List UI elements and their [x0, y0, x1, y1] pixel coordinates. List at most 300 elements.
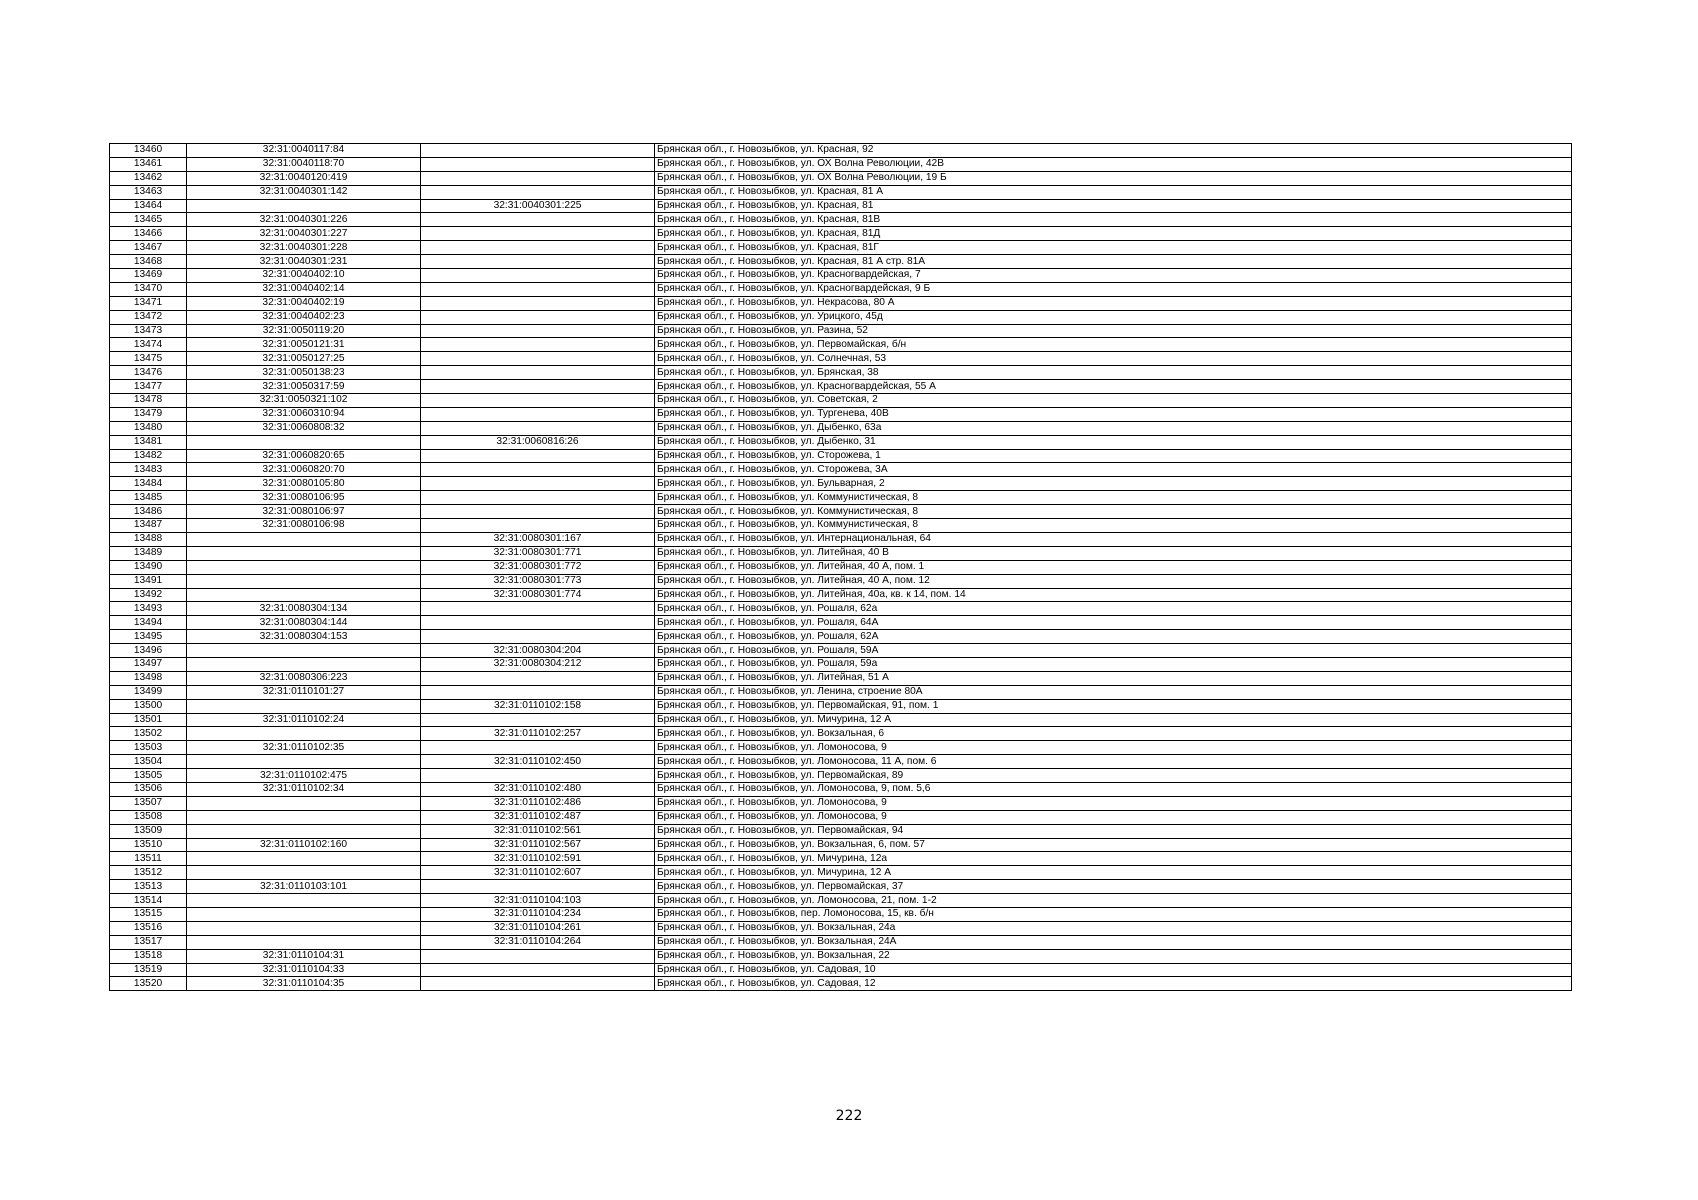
table-row — [110, 810, 1572, 824]
cadastral-number-cell — [187, 546, 421, 560]
cadastral-number-alt-cell: 32:31:0110102:607 — [421, 866, 655, 880]
table-row — [110, 935, 1572, 949]
cadastral-number-alt-cell: 32:31:0080301:772 — [421, 560, 655, 574]
cadastral-number-cell — [187, 755, 421, 769]
table-row — [110, 407, 1572, 421]
cadastral-number-alt-cell — [421, 949, 655, 963]
table-row — [110, 157, 1572, 171]
row-number-cell: 13462 — [110, 171, 187, 185]
cadastral-number-alt-cell: 32:31:0110104:234 — [421, 907, 655, 921]
row-number-cell: 13495 — [110, 630, 187, 644]
cadastral-number-alt-cell — [421, 977, 655, 991]
address-cell: Брянская обл., г. Новозыбков, ул. Рошаля, 64А — [655, 616, 1572, 630]
cadastral-number-cell: 32:31:0040118:70 — [187, 157, 421, 171]
cadastral-number-cell: 32:31:0080106:97 — [187, 505, 421, 519]
table-row — [110, 727, 1572, 741]
table-row — [110, 324, 1572, 338]
address-cell: Брянская обл., г. Новозыбков, ул. Вокзальная, 6, пом. 57 — [655, 838, 1572, 852]
cadastral-number-alt-cell: 32:31:0080301:774 — [421, 588, 655, 602]
row-number-cell: 13488 — [110, 532, 187, 546]
address-cell: Брянская обл., г. Новозыбков, ул. Ломоносова, 9 — [655, 741, 1572, 755]
table-row — [110, 227, 1572, 241]
address-cell: Брянская обл., г. Новозыбков, ул. Красная, 92 — [655, 144, 1572, 158]
row-number-cell: 13520 — [110, 977, 187, 991]
row-number-cell: 13504 — [110, 755, 187, 769]
cadastral-number-cell: 32:31:0050121:31 — [187, 338, 421, 352]
row-number-cell: 13510 — [110, 838, 187, 852]
row-number-cell: 13476 — [110, 366, 187, 380]
cadastral-number-alt-cell — [421, 255, 655, 269]
cadastral-number-cell — [187, 824, 421, 838]
cadastral-number-cell — [187, 199, 421, 213]
cadastral-number-cell: 32:31:0060820:65 — [187, 449, 421, 463]
table-row — [110, 671, 1572, 685]
row-number-cell: 13518 — [110, 949, 187, 963]
table-row — [110, 560, 1572, 574]
address-cell: Брянская обл., г. Новозыбков, ул. Литейная, 40а, кв. к 14, пом. 14 — [655, 588, 1572, 602]
table-row — [110, 616, 1572, 630]
row-number-cell: 13489 — [110, 546, 187, 560]
row-number-cell: 13519 — [110, 963, 187, 977]
cadastral-number-cell: 32:31:0110102:34 — [187, 782, 421, 796]
table-row — [110, 394, 1572, 408]
address-cell: Брянская обл., г. Новозыбков, ул. Тургенева, 40В — [655, 407, 1572, 421]
cadastral-number-alt-cell — [421, 310, 655, 324]
address-cell: Брянская обл., г. Новозыбков, ул. Коммунистическая, 8 — [655, 505, 1572, 519]
row-number-cell: 13475 — [110, 352, 187, 366]
table-row — [110, 699, 1572, 713]
address-cell: Брянская обл., г. Новозыбков, ул. Мичурина, 12 А — [655, 866, 1572, 880]
address-cell: Брянская обл., г. Новозыбков, ул. Литейная, 40 А, пом. 12 — [655, 574, 1572, 588]
table-row — [110, 477, 1572, 491]
cadastral-number-alt-cell — [421, 185, 655, 199]
row-number-cell: 13471 — [110, 296, 187, 310]
cadastral-number-alt-cell — [421, 157, 655, 171]
table-row — [110, 907, 1572, 921]
address-cell: Брянская обл., г. Новозыбков, ул. Солнечная, 53 — [655, 352, 1572, 366]
row-number-cell: 13474 — [110, 338, 187, 352]
table-row — [110, 852, 1572, 866]
address-cell: Брянская обл., г. Новозыбков, ул. Сторожева, 1 — [655, 449, 1572, 463]
table-row — [110, 171, 1572, 185]
cadastral-number-alt-cell: 32:31:0110104:264 — [421, 935, 655, 949]
cadastral-number-alt-cell: 32:31:0110102:487 — [421, 810, 655, 824]
table-row — [110, 199, 1572, 213]
address-cell: Брянская обл., г. Новозыбков, ул. Мичурина, 12а — [655, 852, 1572, 866]
cadastral-number-alt-cell: 32:31:0080301:167 — [421, 532, 655, 546]
row-number-cell: 13503 — [110, 741, 187, 755]
cadastral-number-cell — [187, 810, 421, 824]
cadastral-number-cell — [187, 435, 421, 449]
cadastral-number-alt-cell — [421, 741, 655, 755]
address-cell: Брянская обл., г. Новозыбков, ул. Дыбенко, 63а — [655, 421, 1572, 435]
cadastral-number-cell: 32:31:0040402:10 — [187, 269, 421, 283]
row-number-cell: 13481 — [110, 435, 187, 449]
cadastral-number-cell: 32:31:0080105:80 — [187, 477, 421, 491]
table-row — [110, 588, 1572, 602]
row-number-cell: 13473 — [110, 324, 187, 338]
cadastral-number-cell — [187, 907, 421, 921]
address-cell: Брянская обл., г. Новозыбков, ул. Литейная, 40 В — [655, 546, 1572, 560]
table-row — [110, 505, 1572, 519]
row-number-cell: 13494 — [110, 616, 187, 630]
cadastral-number-alt-cell — [421, 407, 655, 421]
row-number-cell: 13508 — [110, 810, 187, 824]
cadastral-number-alt-cell — [421, 269, 655, 283]
cadastral-number-cell — [187, 560, 421, 574]
table-row — [110, 380, 1572, 394]
cadastral-number-alt-cell: 32:31:0080301:773 — [421, 574, 655, 588]
address-cell: Брянская обл., г. Новозыбков, ул. Вокзальная, 22 — [655, 949, 1572, 963]
table-row — [110, 796, 1572, 810]
cadastral-number-cell: 32:31:0080106:98 — [187, 519, 421, 533]
row-number-cell: 13509 — [110, 824, 187, 838]
table-row — [110, 366, 1572, 380]
address-cell: Брянская обл., г. Новозыбков, ул. Вокзальная, 24А — [655, 935, 1572, 949]
table-row — [110, 644, 1572, 658]
cadastral-number-alt-cell — [421, 282, 655, 296]
cadastral-number-alt-cell — [421, 296, 655, 310]
address-cell: Брянская обл., г. Новозыбков, ул. Красногвардейская, 9 Б — [655, 282, 1572, 296]
address-cell: Брянская обл., г. Новозыбков, ул. Ленина, строение 80А — [655, 685, 1572, 699]
cadastral-number-cell: 32:31:0110102:475 — [187, 769, 421, 783]
address-cell: Брянская обл., г. Новозыбков, ул. Первомайская, 91, пом. 1 — [655, 699, 1572, 713]
cadastral-number-cell: 32:31:0040301:226 — [187, 213, 421, 227]
table-row — [110, 963, 1572, 977]
row-number-cell: 13465 — [110, 213, 187, 227]
cadastral-number-cell: 32:31:0040402:19 — [187, 296, 421, 310]
cadastral-number-alt-cell — [421, 171, 655, 185]
cadastral-number-cell: 32:31:0040402:23 — [187, 310, 421, 324]
cadastral-number-alt-cell: 32:31:0110104:103 — [421, 894, 655, 908]
row-number-cell: 13498 — [110, 671, 187, 685]
cadastral-number-alt-cell: 32:31:0110102:257 — [421, 727, 655, 741]
row-number-cell: 13506 — [110, 782, 187, 796]
row-number-cell: 13496 — [110, 644, 187, 658]
row-number-cell: 13466 — [110, 227, 187, 241]
address-cell: Брянская обл., г. Новозыбков, ул. Некрасова, 80 А — [655, 296, 1572, 310]
address-cell: Брянская обл., г. Новозыбков, ул. Советская, 2 — [655, 394, 1572, 408]
table-row — [110, 255, 1572, 269]
row-number-cell: 13464 — [110, 199, 187, 213]
cadastral-number-cell: 32:31:0080106:95 — [187, 491, 421, 505]
table-row — [110, 769, 1572, 783]
cadastral-number-alt-cell — [421, 630, 655, 644]
cadastral-number-cell: 32:31:0110104:31 — [187, 949, 421, 963]
address-cell: Брянская обл., г. Новозыбков, ул. Ломоносова, 11 А, пом. 6 — [655, 755, 1572, 769]
address-cell: Брянская обл., г. Новозыбков, ул. Коммунистическая, 8 — [655, 491, 1572, 505]
table-row — [110, 838, 1572, 852]
cadastral-number-cell: 32:31:0040402:14 — [187, 282, 421, 296]
cadastral-number-alt-cell — [421, 352, 655, 366]
table-row — [110, 685, 1572, 699]
row-number-cell: 13472 — [110, 310, 187, 324]
cadastral-number-alt-cell — [421, 241, 655, 255]
cadastral-number-cell: 32:31:0110104:33 — [187, 963, 421, 977]
row-number-cell: 13513 — [110, 880, 187, 894]
address-cell: Брянская обл., г. Новозыбков, ул. Дыбенко, 31 — [655, 435, 1572, 449]
address-cell: Брянская обл., г. Новозыбков, ул. Красная, 81Г — [655, 241, 1572, 255]
cadastral-number-alt-cell — [421, 491, 655, 505]
address-cell: Брянская обл., г. Новозыбков, ул. Красная, 81 А стр. 81А — [655, 255, 1572, 269]
address-cell: Брянская обл., г. Новозыбков, ул. Красная, 81 — [655, 199, 1572, 213]
address-cell: Брянская обл., г. Новозыбков, ул. ОХ Волна Революции, 42В — [655, 157, 1572, 171]
row-number-cell: 13486 — [110, 505, 187, 519]
table-row — [110, 213, 1572, 227]
cadastral-number-cell: 32:31:0040120:419 — [187, 171, 421, 185]
address-cell: Брянская обл., г. Новозыбков, ул. Красная, 81Д — [655, 227, 1572, 241]
table-row — [110, 602, 1572, 616]
cadastral-number-alt-cell: 32:31:0080304:204 — [421, 644, 655, 658]
cadastral-number-alt-cell — [421, 144, 655, 158]
cadastral-number-alt-cell: 32:31:0110104:261 — [421, 921, 655, 935]
address-cell: Брянская обл., г. Новозыбков, ул. Первомайская, б/н — [655, 338, 1572, 352]
address-cell: Брянская обл., г. Новозыбков, ул. Красная, 81В — [655, 213, 1572, 227]
cadastral-number-alt-cell — [421, 324, 655, 338]
address-cell: Брянская обл., г. Новозыбков, ул. Рошаля, 62а — [655, 602, 1572, 616]
row-number-cell: 13514 — [110, 894, 187, 908]
address-cell: Брянская обл., г. Новозыбков, ул. Литейная, 51 А — [655, 671, 1572, 685]
address-cell: Брянская обл., г. Новозыбков, ул. Садовая, 12 — [655, 977, 1572, 991]
row-number-cell: 13477 — [110, 380, 187, 394]
row-number-cell: 13460 — [110, 144, 187, 158]
row-number-cell: 13502 — [110, 727, 187, 741]
row-number-cell: 13463 — [110, 185, 187, 199]
cadastral-number-cell: 32:31:0040301:227 — [187, 227, 421, 241]
cadastral-number-alt-cell — [421, 380, 655, 394]
cadastral-number-alt-cell: 32:31:0080304:212 — [421, 657, 655, 671]
table-row — [110, 921, 1572, 935]
address-cell: Брянская обл., г. Новозыбков, ул. Первомайская, 89 — [655, 769, 1572, 783]
row-number-cell: 13467 — [110, 241, 187, 255]
table-row — [110, 630, 1572, 644]
cadastral-number-alt-cell: 32:31:0110102:486 — [421, 796, 655, 810]
property-table — [109, 143, 1572, 991]
table-row — [110, 296, 1572, 310]
cadastral-number-alt-cell — [421, 713, 655, 727]
address-cell: Брянская обл., г. Новозыбков, ул. Ломоносова, 9 — [655, 796, 1572, 810]
table-row — [110, 338, 1572, 352]
table-row — [110, 755, 1572, 769]
address-cell: Брянская обл., г. Новозыбков, ул. Рошаля, 62А — [655, 630, 1572, 644]
address-cell: Брянская обл., г. Новозыбков, ул. Вокзальная, 24а — [655, 921, 1572, 935]
cadastral-number-cell: 32:31:0040301:231 — [187, 255, 421, 269]
row-number-cell: 13479 — [110, 407, 187, 421]
table-row — [110, 532, 1572, 546]
table-row — [110, 713, 1572, 727]
cadastral-number-cell: 32:31:0060310:94 — [187, 407, 421, 421]
address-cell: Брянская обл., г. Новозыбков, ул. Первомайская, 37 — [655, 880, 1572, 894]
cadastral-number-alt-cell — [421, 449, 655, 463]
cadastral-number-cell: 32:31:0110104:35 — [187, 977, 421, 991]
cadastral-number-cell: 32:31:0110102:160 — [187, 838, 421, 852]
address-cell: Брянская обл., г. Новозыбков, ул. Красная, 81 А — [655, 185, 1572, 199]
row-number-cell: 13511 — [110, 852, 187, 866]
row-number-cell: 13487 — [110, 519, 187, 533]
cadastral-number-cell — [187, 588, 421, 602]
cadastral-number-alt-cell — [421, 519, 655, 533]
cadastral-number-cell — [187, 532, 421, 546]
table-row — [110, 269, 1572, 283]
row-number-cell: 13515 — [110, 907, 187, 921]
cadastral-number-alt-cell — [421, 602, 655, 616]
table-row — [110, 894, 1572, 908]
cadastral-number-cell: 32:31:0050127:25 — [187, 352, 421, 366]
table-row — [110, 782, 1572, 796]
row-number-cell: 13507 — [110, 796, 187, 810]
cadastral-number-alt-cell — [421, 616, 655, 630]
address-cell: Брянская обл., г. Новозыбков, ул. Литейная, 40 А, пом. 1 — [655, 560, 1572, 574]
cadastral-number-cell — [187, 657, 421, 671]
cadastral-number-alt-cell — [421, 880, 655, 894]
cadastral-number-cell — [187, 921, 421, 935]
address-cell: Брянская обл., г. Новозыбков, ул. Рошаля, 59а — [655, 657, 1572, 671]
cadastral-number-cell: 32:31:0050138:23 — [187, 366, 421, 380]
address-cell: Брянская обл., г. Новозыбков, ул. Мичурина, 12 А — [655, 713, 1572, 727]
address-cell: Брянская обл., г. Новозыбков, ул. Сторожева, 3А — [655, 463, 1572, 477]
address-cell: Брянская обл., г. Новозыбков, ул. Урицкого, 45д — [655, 310, 1572, 324]
cadastral-number-alt-cell — [421, 338, 655, 352]
table-row — [110, 435, 1572, 449]
cadastral-number-cell — [187, 935, 421, 949]
cadastral-number-alt-cell — [421, 685, 655, 699]
table-row — [110, 310, 1572, 324]
cadastral-number-alt-cell: 32:31:0110102:561 — [421, 824, 655, 838]
cadastral-number-cell: 32:31:0080306:223 — [187, 671, 421, 685]
cadastral-number-alt-cell — [421, 227, 655, 241]
row-number-cell: 13501 — [110, 713, 187, 727]
address-cell: Брянская обл., г. Новозыбков, ул. Красногвардейская, 55 А — [655, 380, 1572, 394]
cadastral-number-cell: 32:31:0040301:228 — [187, 241, 421, 255]
address-cell: Брянская обл., г. Новозыбков, ул. Коммунистическая, 8 — [655, 519, 1572, 533]
table-row — [110, 282, 1572, 296]
row-number-cell: 13500 — [110, 699, 187, 713]
cadastral-number-cell — [187, 796, 421, 810]
table-row — [110, 449, 1572, 463]
cadastral-number-alt-cell — [421, 394, 655, 408]
table-row — [110, 949, 1572, 963]
address-cell: Брянская обл., г. Новозыбков, ул. Первомайская, 94 — [655, 824, 1572, 838]
row-number-cell: 13499 — [110, 685, 187, 699]
table-row — [110, 824, 1572, 838]
cadastral-number-cell: 32:31:0060820:70 — [187, 463, 421, 477]
row-number-cell: 13482 — [110, 449, 187, 463]
address-cell: Брянская обл., г. Новозыбков, ул. Брянская, 38 — [655, 366, 1572, 380]
row-number-cell: 13461 — [110, 157, 187, 171]
row-number-cell: 13493 — [110, 602, 187, 616]
cadastral-number-alt-cell: 32:31:0110102:480 — [421, 782, 655, 796]
row-number-cell: 13483 — [110, 463, 187, 477]
cadastral-number-cell: 32:31:0110102:24 — [187, 713, 421, 727]
cadastral-number-alt-cell: 32:31:0110102:567 — [421, 838, 655, 852]
cadastral-number-cell: 32:31:0110103:101 — [187, 880, 421, 894]
address-cell: Брянская обл., г. Новозыбков, пер. Ломоносова, 15, кв. б/н — [655, 907, 1572, 921]
table-row — [110, 491, 1572, 505]
cadastral-number-cell: 32:31:0060808:32 — [187, 421, 421, 435]
address-cell: Брянская обл., г. Новозыбков, ул. Вокзальная, 6 — [655, 727, 1572, 741]
address-cell: Брянская обл., г. Новозыбков, ул. Ломоносова, 21, пом. 1-2 — [655, 894, 1572, 908]
table-row — [110, 657, 1572, 671]
cadastral-number-alt-cell — [421, 463, 655, 477]
row-number-cell: 13469 — [110, 269, 187, 283]
cadastral-number-alt-cell — [421, 366, 655, 380]
table-row — [110, 519, 1572, 533]
row-number-cell: 13512 — [110, 866, 187, 880]
address-cell: Брянская обл., г. Новозыбков, ул. Садовая, 10 — [655, 963, 1572, 977]
address-cell: Брянская обл., г. Новозыбков, ул. Рошаля, 59А — [655, 644, 1572, 658]
cadastral-number-alt-cell — [421, 505, 655, 519]
cadastral-number-alt-cell — [421, 477, 655, 491]
cadastral-number-alt-cell — [421, 213, 655, 227]
row-number-cell: 13478 — [110, 394, 187, 408]
address-cell: Брянская обл., г. Новозыбков, ул. Разина, 52 — [655, 324, 1572, 338]
row-number-cell: 13480 — [110, 421, 187, 435]
table-row — [110, 977, 1572, 991]
cadastral-number-cell: 32:31:0050119:20 — [187, 324, 421, 338]
cadastral-number-alt-cell: 32:31:0110102:591 — [421, 852, 655, 866]
cadastral-number-cell: 32:31:0110101:27 — [187, 685, 421, 699]
cadastral-number-alt-cell — [421, 421, 655, 435]
cadastral-number-cell: 32:31:0050321:102 — [187, 394, 421, 408]
row-number-cell: 13497 — [110, 657, 187, 671]
row-number-cell: 13491 — [110, 574, 187, 588]
row-number-cell: 13490 — [110, 560, 187, 574]
address-cell: Брянская обл., г. Новозыбков, ул. ОХ Волна Революции, 19 Б — [655, 171, 1572, 185]
row-number-cell: 13505 — [110, 769, 187, 783]
cadastral-number-alt-cell — [421, 963, 655, 977]
cadastral-number-alt-cell: 32:31:0040301:225 — [421, 199, 655, 213]
row-number-cell: 13468 — [110, 255, 187, 269]
cadastral-number-cell: 32:31:0040117:84 — [187, 144, 421, 158]
table-row — [110, 741, 1572, 755]
cadastral-number-alt-cell — [421, 769, 655, 783]
cadastral-number-cell: 32:31:0080304:134 — [187, 602, 421, 616]
row-number-cell: 13470 — [110, 282, 187, 296]
cadastral-number-cell: 32:31:0050317:59 — [187, 380, 421, 394]
address-cell: Брянская обл., г. Новозыбков, ул. Ломоносова, 9, пом. 5,6 — [655, 782, 1572, 796]
cadastral-number-cell: 32:31:0040301:142 — [187, 185, 421, 199]
cadastral-number-alt-cell: 32:31:0110102:158 — [421, 699, 655, 713]
cadastral-number-alt-cell: 32:31:0080301:771 — [421, 546, 655, 560]
cadastral-number-cell: 32:31:0080304:153 — [187, 630, 421, 644]
page-number: 222 — [835, 1108, 863, 1124]
address-cell: Брянская обл., г. Новозыбков, ул. Красногвардейская, 7 — [655, 269, 1572, 283]
table-row — [110, 574, 1572, 588]
cadastral-number-cell — [187, 574, 421, 588]
cadastral-number-cell — [187, 699, 421, 713]
address-cell: Брянская обл., г. Новозыбков, ул. Интернациональная, 64 — [655, 532, 1572, 546]
cadastral-number-cell: 32:31:0080304:144 — [187, 616, 421, 630]
cadastral-number-alt-cell: 32:31:0060816:26 — [421, 435, 655, 449]
cadastral-number-cell — [187, 852, 421, 866]
cadastral-number-cell — [187, 727, 421, 741]
table-row — [110, 185, 1572, 199]
cadastral-number-alt-cell: 32:31:0110102:450 — [421, 755, 655, 769]
cadastral-number-cell: 32:31:0110102:35 — [187, 741, 421, 755]
cadastral-number-cell — [187, 866, 421, 880]
row-number-cell: 13484 — [110, 477, 187, 491]
row-number-cell: 13492 — [110, 588, 187, 602]
table-row — [110, 241, 1572, 255]
row-number-cell: 13516 — [110, 921, 187, 935]
address-cell: Брянская обл., г. Новозыбков, ул. Ломоносова, 9 — [655, 810, 1572, 824]
table-row — [110, 421, 1572, 435]
table-row — [110, 866, 1572, 880]
table-row — [110, 352, 1572, 366]
address-cell: Брянская обл., г. Новозыбков, ул. Бульварная, 2 — [655, 477, 1572, 491]
cadastral-number-cell — [187, 644, 421, 658]
cadastral-number-alt-cell — [421, 671, 655, 685]
